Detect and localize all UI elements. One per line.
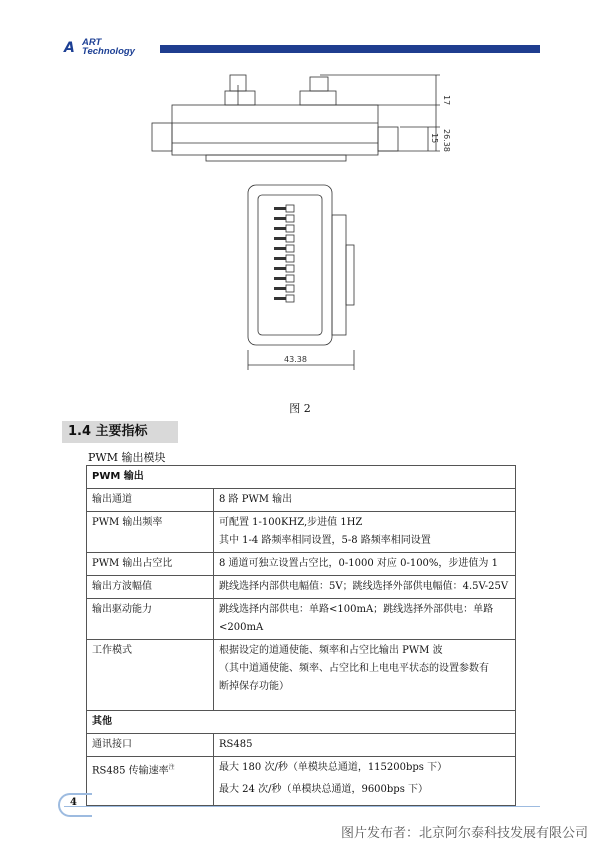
company-logo — [64, 38, 160, 60]
row-key-text: RS485 传输速率 — [92, 765, 169, 777]
page-number: 4 — [70, 797, 77, 808]
row-value: 根据设定的道通使能、频率和占空比输出 PWM 波 （其中道通使能、频率、占空比和上电电平状态的设置参数有 断掉保存功能） — [214, 640, 516, 711]
spec-table — [86, 465, 516, 806]
table-row — [87, 553, 516, 576]
header-bar — [160, 45, 540, 53]
logo-line1: ART — [82, 37, 102, 48]
dim-bottom: 43.38 — [284, 355, 307, 364]
row-key: 输出方波幅值 — [87, 576, 214, 599]
logo-mark: A — [64, 40, 75, 56]
table-group-row — [87, 466, 516, 489]
row-key: 通讯接口 — [87, 734, 214, 757]
table-row — [87, 489, 516, 512]
footnote-mark: 注 — [168, 764, 175, 771]
table-row — [87, 599, 516, 640]
publisher-credit: 图片发布者：北京阿尔泰科技发展有限公司 — [340, 826, 588, 841]
table-row — [87, 734, 516, 757]
row-value: 8 通道可独立设置占空比，0-1000 对应 0-100%，步进值为 1 — [214, 553, 516, 576]
table-row — [87, 512, 516, 553]
row-value: 最大 180 次/秒（单模块总通道，115200bps 下） 最大 24 次/秒（单模块总通道，9600bps 下） — [214, 757, 516, 806]
row-key — [87, 757, 214, 806]
logo-text — [82, 38, 135, 56]
row-key: 输出通道 — [87, 489, 214, 512]
row-value: 可配置 1-100KHZ,步进值 1HZ 其中 1-4 路频率相同设置，5-8 路频率相同设置 — [214, 512, 516, 553]
group-pwm: PWM 输出 — [87, 466, 516, 489]
table-group-row — [87, 711, 516, 734]
row-key: PWM 输出频率 — [87, 512, 214, 553]
row-key: 输出驱动能力 — [87, 599, 214, 640]
row-value: 跳线选择内部供电：单路<100mA；跳线选择外部供电：单路 <200mA — [214, 599, 516, 640]
table-row — [87, 757, 516, 806]
row-value: 8 路 PWM 输出 — [214, 489, 516, 512]
footer-line — [64, 806, 540, 807]
table-row — [87, 640, 516, 711]
row-key: PWM 输出占空比 — [87, 553, 214, 576]
logo-line2: Technology — [82, 46, 135, 57]
row-value: 跳线选择内部供电幅值：5V；跳线选择外部供电幅值：4.5V-25V — [214, 576, 516, 599]
dim-top1: 17 — [442, 95, 451, 106]
technical-drawing — [140, 65, 460, 385]
dim-top3: 15 — [430, 133, 439, 144]
group-other: 其他 — [87, 711, 516, 734]
module-label: PWM 输出模块 — [88, 451, 166, 464]
row-value: RS485 — [214, 734, 516, 757]
dim-top2: 26.38 — [442, 129, 451, 152]
table-row — [87, 576, 516, 599]
figure-caption: 图 2 — [289, 402, 311, 415]
row-key: 工作模式 — [87, 640, 214, 711]
side-view-body — [172, 105, 378, 155]
section-title: 1.4 主要指标 — [62, 421, 178, 443]
